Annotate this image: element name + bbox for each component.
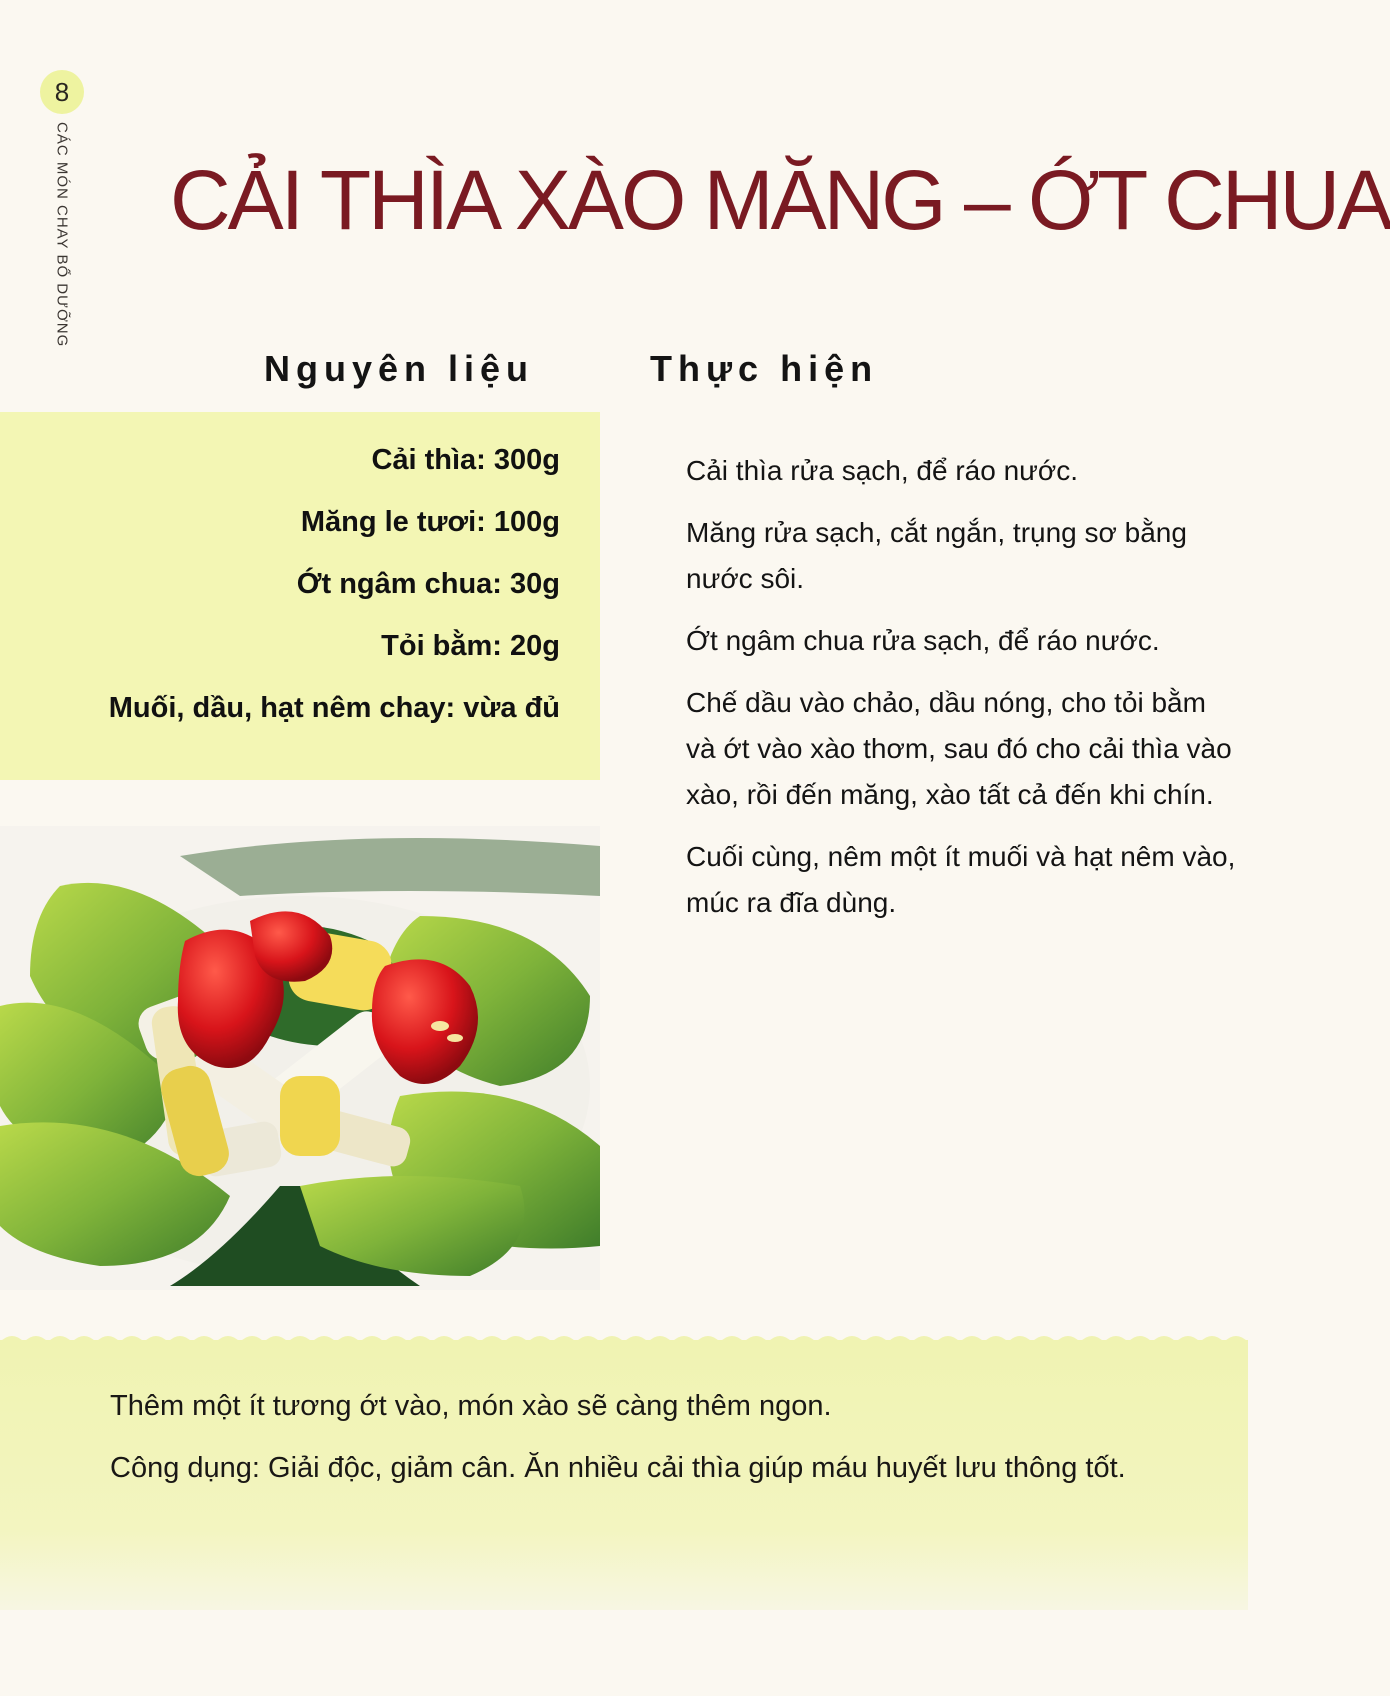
ingredient-item: Cải thìa: 300g bbox=[371, 444, 560, 476]
tip-item: Thêm một ít tương ớt vào, món xào sẽ càng thêm ngon. bbox=[110, 1390, 832, 1422]
tips-banner bbox=[0, 1340, 1248, 1610]
recipe-title: CẢI THÌA XÀO MĂNG – ỚT CHUA bbox=[170, 153, 1390, 247]
ingredient-item: Ớt ngâm chua: 30g bbox=[296, 568, 560, 600]
ingredient-item: Măng le tươi: 100g bbox=[300, 506, 560, 538]
step-item: Cuối cùng, nêm một ít muối và hạt nêm vào, múc ra đĩa dùng. bbox=[686, 841, 1236, 918]
dish-photo bbox=[0, 826, 600, 1290]
book-title: CÁC MÓN CHAY BỔ DƯỠNG bbox=[53, 122, 71, 348]
ingredient-item: Tỏi bằm: 20g bbox=[381, 630, 560, 662]
step-item: Chế dầu vào chảo, dầu nóng, cho tỏi bằm và ớt vào xào thơm, sau đó cho cải thìa vào xào, rồi đến măng, xào tất cả đến khi chín. bbox=[686, 687, 1232, 810]
step-item: Ớt ngâm chua rửa sạch, để ráo nước. bbox=[686, 625, 1160, 656]
ingredients-heading: Nguyên liệu bbox=[264, 348, 535, 389]
ingredients-panel bbox=[0, 412, 600, 780]
step-item: Măng rửa sạch, cắt ngắn, trụng sơ bằng nước sôi. bbox=[686, 517, 1187, 594]
tip-item: Công dụng: Giải độc, giảm cân. Ăn nhiều cải thìa giúp máu huyết lưu thông tốt. bbox=[110, 1452, 1126, 1484]
page-number: 8 bbox=[40, 70, 84, 114]
dish-illustration bbox=[0, 826, 600, 1290]
step-item: Cải thìa rửa sạch, để ráo nước. bbox=[686, 455, 1079, 486]
ingredient-item: Muối, dầu, hạt nêm chay: vừa đủ bbox=[108, 692, 560, 724]
steps-list bbox=[686, 448, 1236, 942]
steps-heading: Thực hiện bbox=[650, 348, 879, 389]
